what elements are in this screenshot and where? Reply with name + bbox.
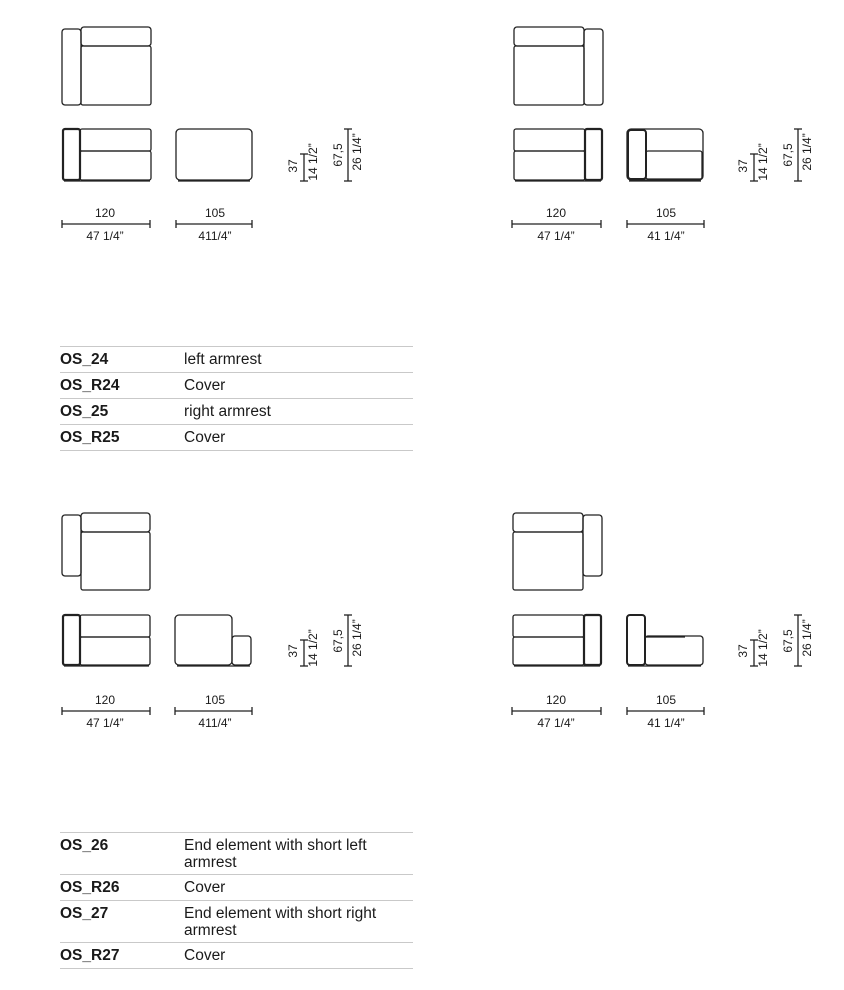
top-view-drawing (62, 27, 151, 105)
product-code: OS_27 (60, 905, 109, 922)
table-row (60, 901, 413, 943)
width-inch-label: 47 1/4” (86, 716, 124, 730)
product-code-table (60, 832, 413, 969)
top-view-drawing (514, 27, 603, 105)
seat-height-inch-label: 14 1/2” (756, 629, 770, 667)
total-height-cm-label: 67,5 (331, 629, 345, 653)
width-dimension-line (62, 707, 252, 715)
module-right-armrest (512, 27, 814, 243)
total-height-cm-label: 67,5 (781, 143, 795, 167)
width-inch-label: 47 1/4” (86, 229, 124, 243)
product-description: Cover (184, 947, 226, 964)
product-description: End element with short left armrest (184, 837, 367, 871)
product-description: Cover (184, 429, 226, 446)
width-dimension-line (512, 707, 704, 715)
table-row (60, 347, 413, 373)
side-view-drawing (176, 129, 252, 181)
width-dimension-line (512, 220, 704, 228)
side-view-drawing (175, 615, 251, 666)
product-code: OS_R25 (60, 429, 120, 446)
table-row (60, 425, 413, 451)
total-height-inch-label: 26 1/4” (350, 619, 364, 657)
front-view-drawing (514, 129, 602, 181)
product-code: OS_25 (60, 403, 109, 420)
side-view-drawing (627, 615, 703, 666)
product-code: OS_26 (60, 837, 109, 854)
width-cm-label: 120 (94, 693, 116, 707)
total-height-inch-label: 26 1/4” (350, 133, 364, 171)
front-view-drawing (63, 615, 150, 666)
product-description: Cover (184, 377, 226, 394)
table-row (60, 833, 413, 875)
depth-inch-label: 411/4” (198, 716, 232, 730)
table-row (60, 373, 413, 399)
depth-cm-label: 105 (655, 693, 677, 707)
table-row (60, 399, 413, 425)
table-row (60, 943, 413, 969)
total-height-inch-label: 26 1/4” (800, 619, 814, 657)
side-view-drawing (627, 129, 703, 181)
product-description: Cover (184, 879, 226, 896)
seat-height-inch-label: 14 1/2” (306, 143, 320, 181)
top-view-drawing (62, 513, 150, 590)
depth-cm-label: 105 (204, 206, 226, 220)
product-code: OS_24 (60, 351, 109, 368)
product-code-table (60, 346, 413, 451)
seat-height-inch-label: 14 1/2” (306, 629, 320, 667)
product-code: OS_R24 (60, 377, 120, 394)
depth-cm-label: 105 (655, 206, 677, 220)
table-row (60, 875, 413, 901)
product-code: OS_R26 (60, 879, 120, 896)
width-cm-label: 120 (545, 693, 567, 707)
product-description: left armrest (184, 351, 262, 368)
total-height-inch-label: 26 1/4” (800, 133, 814, 171)
width-cm-label: 120 (545, 206, 567, 220)
top-view-drawing (513, 513, 602, 590)
width-cm-label: 120 (94, 206, 116, 220)
seat-height-cm-label: 37 (286, 644, 300, 658)
total-height-cm-label: 67,5 (331, 143, 345, 167)
module-short-right-armrest (512, 513, 814, 730)
seat-height-cm-label: 37 (736, 644, 750, 658)
product-description: right armrest (184, 403, 271, 420)
product-description: End element with short right armrest (184, 905, 377, 939)
product-code: OS_R27 (60, 947, 120, 964)
depth-inch-label: 41 1/4” (647, 229, 685, 243)
width-dimension-line (62, 220, 252, 228)
depth-inch-label: 41 1/4” (647, 716, 685, 730)
depth-inch-label: 411/4” (198, 229, 232, 243)
module-short-left-armrest (62, 513, 364, 730)
seat-height-inch-label: 14 1/2” (756, 143, 770, 181)
width-inch-label: 47 1/4” (537, 229, 575, 243)
seat-height-cm-label: 37 (286, 159, 300, 173)
seat-height-cm-label: 37 (736, 159, 750, 173)
front-view-drawing (513, 615, 601, 666)
width-inch-label: 47 1/4” (537, 716, 575, 730)
depth-cm-label: 105 (204, 693, 226, 707)
module-left-armrest (62, 27, 364, 243)
total-height-cm-label: 67,5 (781, 629, 795, 653)
front-view-drawing (63, 129, 151, 181)
